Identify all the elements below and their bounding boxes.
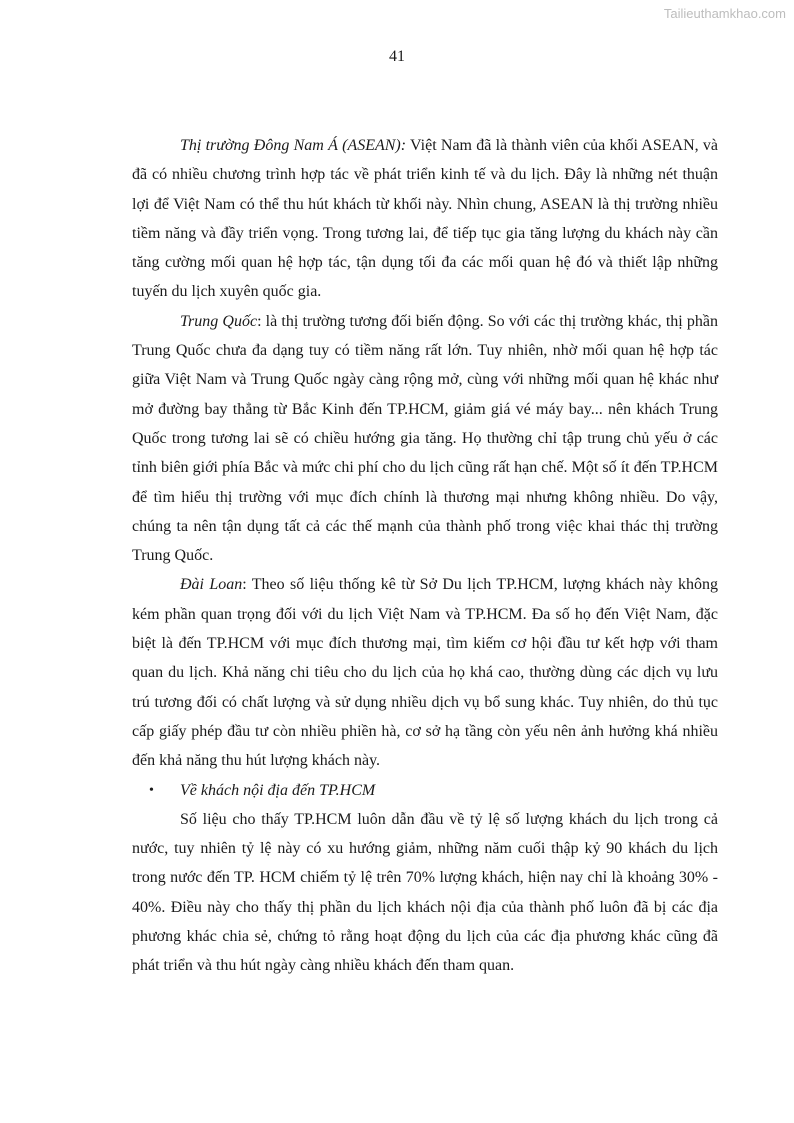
paragraph-domestic (132, 805, 718, 981)
document-body (132, 131, 718, 981)
paragraph-text: Số liệu cho thấy TP.HCM luôn dẫn đầu về tỷ lệ số lượng khách du lịch trong cả nước, tuy nhiên tỷ lệ này có xu hướng giảm, những năm cuối thập kỷ 90 khách du lịch trong nước đến TP. HCM chiếm tỷ lệ trên 70% lượng khách, hiện nay chỉ là khoảng 30% - 40%. Điều này cho thấy thị phần du lịch khách nội địa của thành phố luôn đã bị các địa phương khác chia sẻ, chứng tỏ rằng hoạt động du lịch của các địa phương khác cũng đã phát triển và thu hút ngày càng nhiều khách đến tham quan. (132, 810, 718, 975)
paragraph-label: Đài Loan (180, 576, 243, 594)
paragraph-label: Trung Quốc (180, 312, 258, 330)
paragraph-china (132, 307, 718, 571)
section-heading-domestic (132, 776, 718, 805)
paragraph-text: : là thị trường tương đối biến động. So với các thị trường khác, thị phần Trung Quốc chưa đa dạng tuy có tiềm năng rất lớn. Tuy nhiên, nhờ mối quan hệ hợp tác giữa Việt Nam và Trung Quốc ngày càng rộng mở, cùng với những mối quan hệ khác như mở đường bay thẳng từ Bắc Kinh đến TP.HCM, giảm giá vé máy bay... nên khách Trung Quốc trong tương lai sẽ có chiều hướng gia tăng. Họ thường chỉ tập trung chủ yếu ở các tỉnh biên giới phía Bắc và mức chi phí cho du lịch cũng rất hạn chế. Một số ít đến TP.HCM để tìm hiểu thị trường với mục đích chính là thương mại nhưng không nhiều. Do vậy, chúng ta nên tận dụng tất cả các thế mạnh của thành phố trong việc khai thác thị trường Trung Quốc. (132, 312, 718, 565)
paragraph-taiwan (132, 570, 718, 775)
paragraph-label: Thị trường Đông Nam Á (ASEAN): (180, 137, 407, 154)
paragraph-asean (132, 131, 718, 307)
paragraph-text: : Theo số liệu thống kê từ Sở Du lịch TP.HCM, lượng khách này không kém phần quan trọng đối với du lịch Việt Nam và TP.HCM. Đa số họ đến Việt Nam, đặc biệt là đến TP.HCM với mục đích thương mại, tìm kiếm cơ hội đầu tư kết hợp với tham quan du lịch. Khả năng chi tiêu cho du lịch của họ khá cao, thường dùng các dịch vụ lưu trú tương đối có chất lượng và sử dụng nhiều dịch vụ bổ sung khác. Tuy nhiên, do thủ tục cấp giấy phép đầu tư còn nhiều phiền hà, cơ sở hạ tầng còn yếu nên ảnh hưởng khá nhiều đến khả năng thu hút lượng khách này. (132, 576, 719, 770)
page-number: 41 (389, 48, 405, 65)
section-heading-text: Về khách nội địa đến TP.HCM (180, 781, 376, 799)
bullet-icon: • (149, 782, 154, 798)
paragraph-text: Việt Nam đã là thành viên của khối ASEAN, và đã có nhiều chương trình hợp tác về phát triển kinh tế và du lịch. Đây là những nét thuận lợi để Việt Nam có thể thu hút khách từ khối này. Nhìn chung, ASEAN là thị trường nhiều tiềm năng và đầy triển vọng. Trong tương lai, để tiếp tục gia tăng lượng du khách này cần tăng cường mối quan hệ hợp tác, tận dụng tối đa các mối quan hệ đó và thiết lập những tuyến du lịch xuyên quốc gia. (132, 137, 719, 301)
watermark-text: Tailieuthamkhao.com (663, 6, 786, 21)
